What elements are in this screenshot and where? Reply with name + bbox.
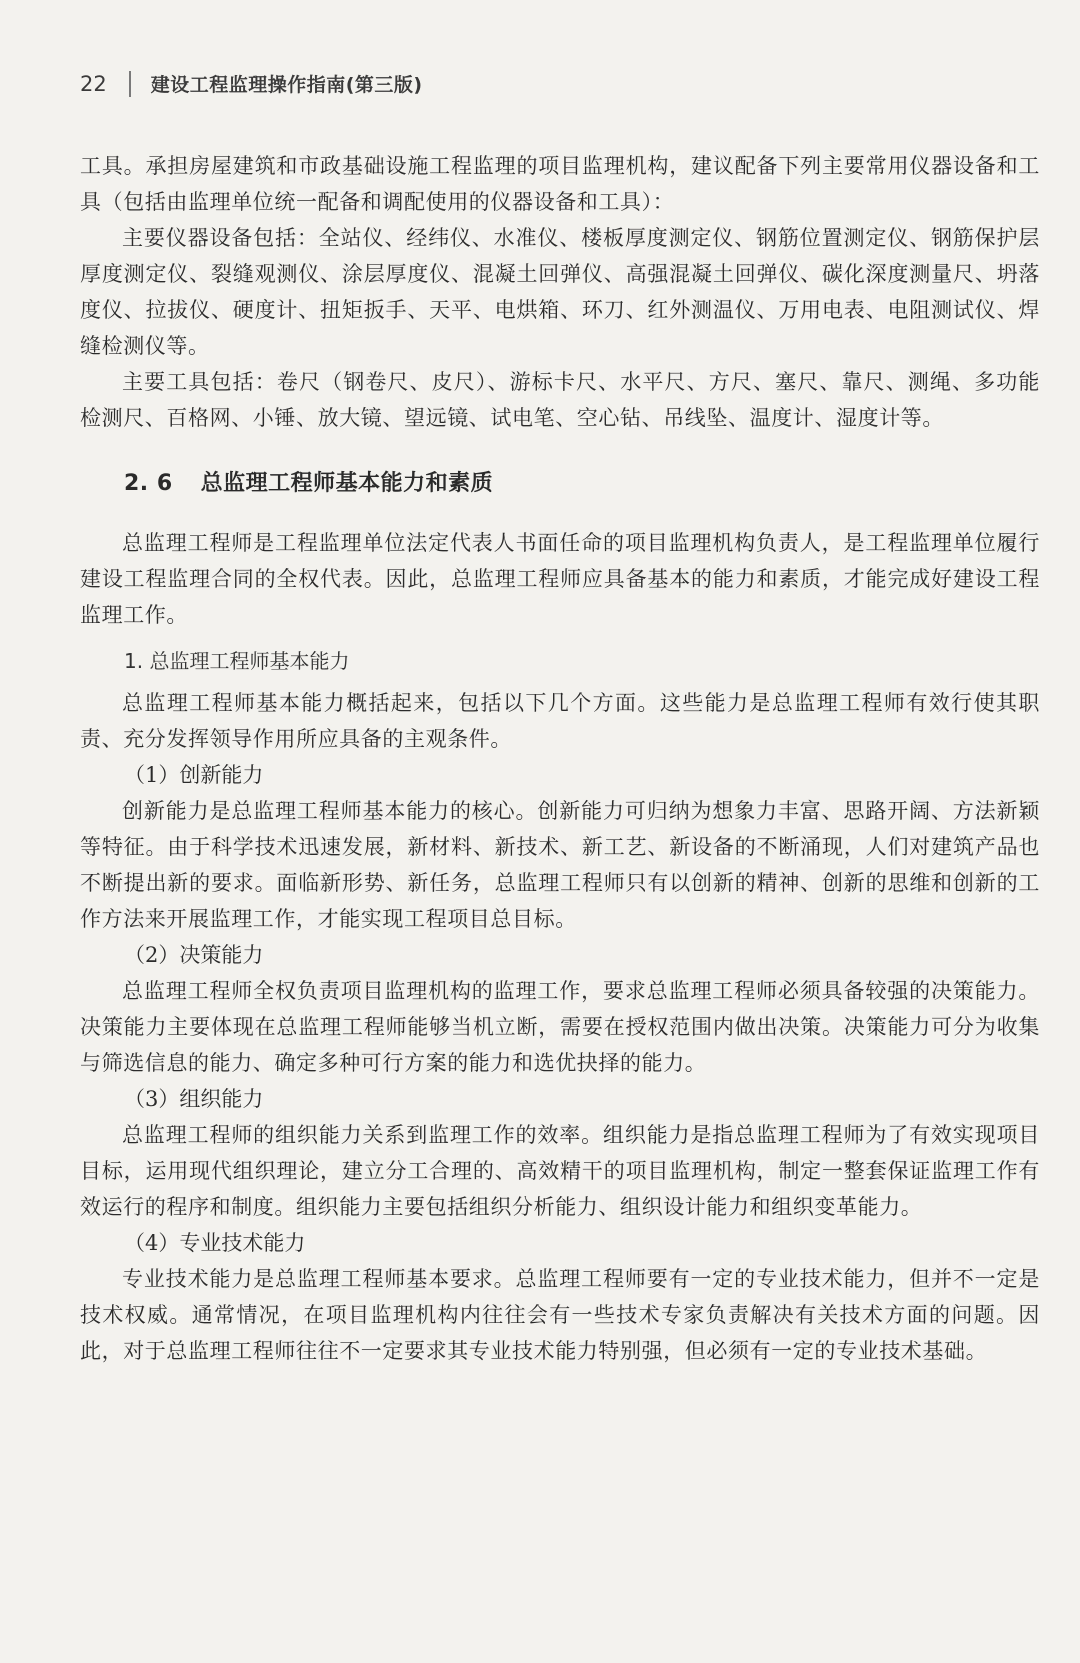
page-body [80,148,1040,1369]
paragraph: 总监理工程师是工程监理单位法定代表人书面任命的项目监理机构负责人，是工程监理单位履行建设工程监理合同的全权代表。因此，总监理工程师应具备基本的能力和素质，才能完成好建设工程监理工作。 [80,531,1040,627]
header-divider [129,71,131,97]
item-heading: （3）组织能力 [124,1087,264,1111]
subsection-heading: 1. 总监理工程师基本能力 [124,649,350,673]
paragraph: 总监理工程师全权负责项目监理机构的监理工作，要求总监理工程师必须具备较强的决策能力。决策能力主要体现在总监理工程师能够当机立断，需要在授权范围内做出决策。决策能力可分为收集与筛选信息的能力、确定多种可行方案的能力和选优抉择的能力。 [80,979,1040,1075]
paragraph: 总监理工程师的组织能力关系到监理工作的效率。组织能力是指总监理工程师为了有效实现项目目标，运用现代组织理论，建立分工合理的、高效精干的项目监理机构，制定一整套保证监理工作有效运行的程序和制度。组织能力主要包括组织分析能力、组织设计能力和组织变革能力。 [80,1123,1040,1219]
running-header [80,70,423,97]
section-number: 2. 6 [124,471,173,496]
paragraph: 总监理工程师基本能力概括起来，包括以下几个方面。这些能力是总监理工程师有效行使其职责、充分发挥领导作用所应具备的主观条件。 [80,691,1040,751]
paragraph: 主要仪器设备包括：全站仪、经纬仪、水准仪、楼板厚度测定仪、钢筋位置测定仪、钢筋保护层厚度测定仪、裂缝观测仪、涂层厚度仪、混凝土回弹仪、高强混凝土回弹仪、碳化深度测量尺、坍落度仪、拉拔仪、硬度计、扭矩扳手、天平、电烘箱、环刀、红外测温仪、万用电表、电阻测试仪、焊缝检测仪等。 [80,226,1040,358]
book-title: 建设工程监理操作指南(第三版) [150,74,423,96]
paragraph: 创新能力是总监理工程师基本能力的核心。创新能力可归纳为想象力丰富、思路开阔、方法新颖等特征。由于科学技术迅速发展，新材料、新技术、新工艺、新设备的不断涌现，人们对建筑产品也不断提出新的要求。面临新形势、新任务，总监理工程师只有以创新的精神、创新的思维和创新的工作方法来开展监理工作，才能实现工程项目总目标。 [80,799,1040,931]
item-heading: （2）决策能力 [124,943,264,967]
item-heading: （1）创新能力 [124,763,264,787]
paragraph: 专业技术能力是总监理工程师基本要求。总监理工程师要有一定的专业技术能力，但并不一定是技术权威。通常情况，在项目监理机构内往往会有一些技术专家负责解决有关技术方面的问题。因此，对于总监理工程师往往不一定要求其专业技术能力特别强，但必须有一定的专业技术基础。 [80,1267,1040,1363]
item-heading: （4）专业技术能力 [124,1231,306,1255]
paragraph: 工具。承担房屋建筑和市政基础设施工程监理的项目监理机构，建议配备下列主要常用仪器设备和工具（包括由监理单位统一配备和调配使用的仪器设备和工具）： [80,154,1040,214]
section-title: 总监理工程师基本能力和素质 [200,471,494,496]
paragraph: 主要工具包括：卷尺（钢卷尺、皮尺）、游标卡尺、水平尺、方尺、塞尺、靠尺、测绳、多功能检测尺、百格网、小锤、放大镜、望远镜、试电笔、空心钻、吊线坠、温度计、湿度计等。 [80,370,1040,430]
section-heading [124,466,1040,497]
page-number: 22 [80,71,107,96]
